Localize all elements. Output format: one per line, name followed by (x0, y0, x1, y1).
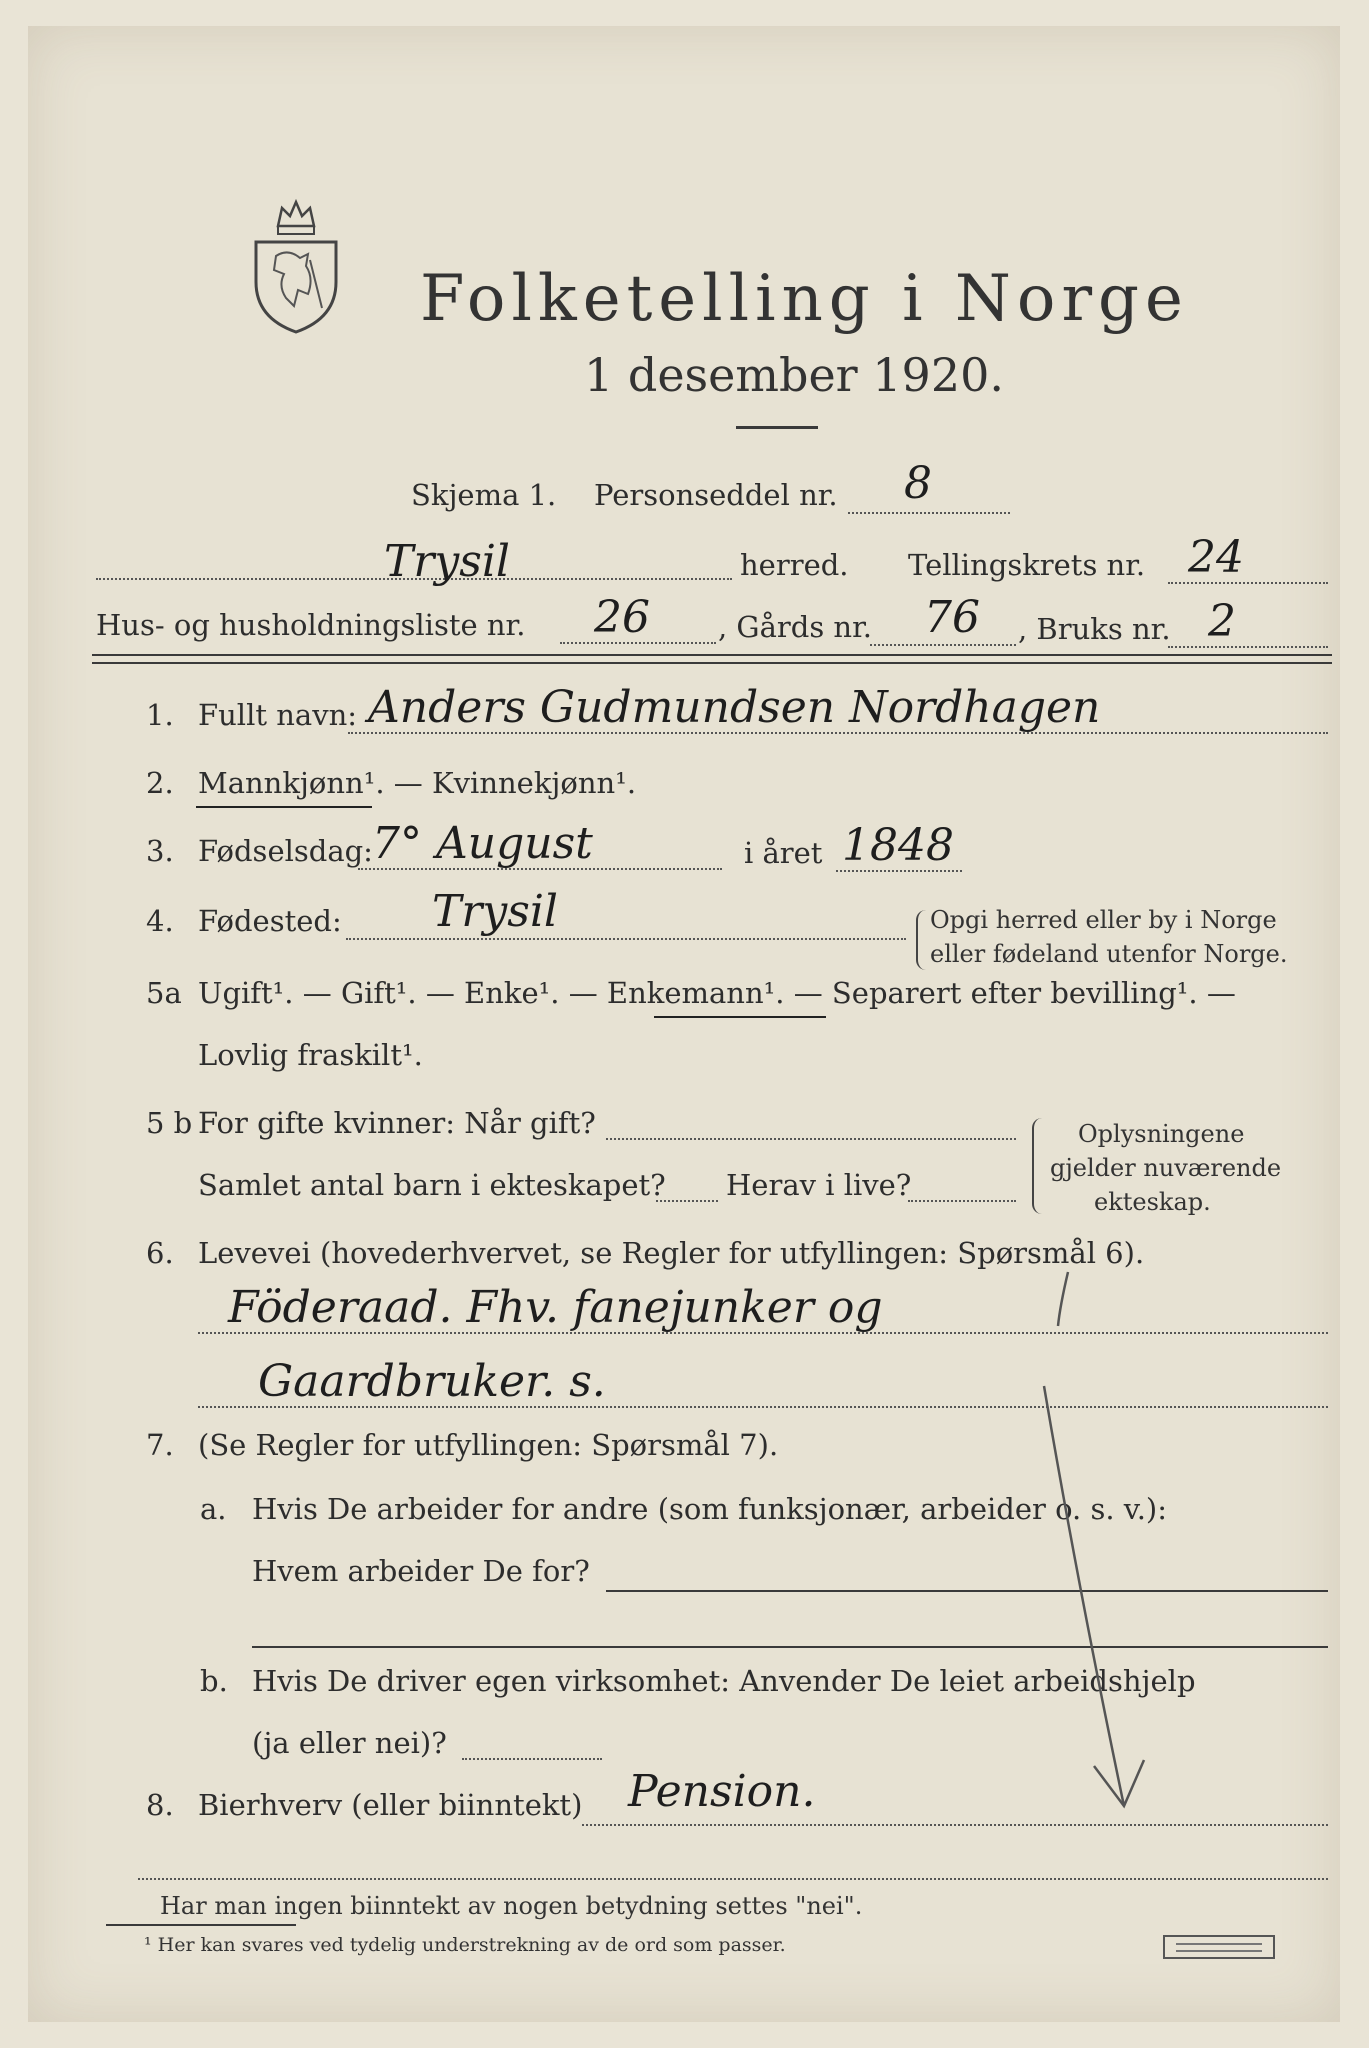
q6-line-2 (198, 1406, 1328, 1408)
bruks-line (1168, 646, 1328, 648)
q7-number: 7. (146, 1428, 174, 1462)
side-income-value[interactable]: Pension. (628, 1766, 816, 1817)
census-form (28, 26, 1340, 2022)
form-title: Folketelling i Norge (420, 262, 1189, 336)
q7a-employer-label: Hvem arbeider De for? (252, 1554, 590, 1588)
q4-note-line-2: eller fødeland utenfor Norge. (930, 940, 1288, 968)
herred-value[interactable]: Trysil (384, 536, 510, 587)
occupation-value-2[interactable]: Gaardbruker. s. (258, 1356, 606, 1407)
q5b-number: 5 b (146, 1106, 193, 1140)
q5b-alive-label: Herav i live? (726, 1168, 912, 1202)
tellingskrets-label: Tellingskrets nr. (908, 548, 1146, 582)
title-divider (736, 426, 818, 429)
q7a-label: Hvis De arbeider for andre (som funksjonær, arbeider o. s. v.): (252, 1492, 1168, 1526)
q5b-note-bracket (1032, 1118, 1042, 1214)
q6-line-1 (198, 1332, 1328, 1334)
q1-label: Fullt navn: (198, 698, 358, 732)
gender-selection-underline (196, 806, 372, 808)
occupation-value-1[interactable]: Föderaad. Fhv. fanejunker og (228, 1282, 883, 1333)
printer-stamp-icon (1162, 1934, 1276, 1960)
q8-number: 8. (146, 1788, 174, 1822)
header-rule-1 (92, 654, 1332, 656)
marital-selection-underline (654, 1016, 826, 1018)
q7a-line-1 (606, 1590, 1328, 1592)
marital-status-options: Ugift¹. — Gift¹. — Enke¹. — Enkemann¹. — Separert efter bevilling¹. — (198, 976, 1236, 1010)
q5b-note-line-2: gjelder nuværende (1050, 1154, 1282, 1182)
form-date: 1 desember 1920. (584, 348, 1004, 402)
q7b-number: b. (200, 1664, 228, 1698)
q5b-alive-line (908, 1200, 1016, 1202)
marital-status-options-cont: Lovlig fraskilt¹. (198, 1038, 423, 1072)
bruks-value[interactable]: 2 (1208, 596, 1236, 647)
q6-number: 6. (146, 1236, 174, 1270)
personseddel-value[interactable]: 8 (904, 458, 932, 509)
tellingskrets-value[interactable]: 24 (1188, 532, 1244, 583)
q4-number: 4. (146, 904, 174, 938)
gards-value[interactable]: 76 (924, 592, 980, 643)
q5b-note-line-1: Oplysningene (1078, 1120, 1245, 1148)
gards-line (870, 644, 1016, 646)
footnote-rule (106, 1924, 296, 1926)
personseddel-line (848, 512, 1010, 514)
q7a-number: a. (200, 1492, 227, 1526)
q7-label: (Se Regler for utfyllingen: Spørsmål 7). (198, 1428, 779, 1462)
q8-line (582, 1824, 1328, 1826)
q7a-line-2 (252, 1646, 1328, 1648)
q4-note-bracket (916, 910, 926, 970)
q7b-answer-label: (ja eller nei)? (252, 1726, 447, 1760)
q3-year-label: i året (744, 836, 823, 870)
q5b-children-label: Samlet antal barn i ekteskapet? (198, 1168, 666, 1202)
q5a-number: 5a (146, 976, 182, 1010)
birthplace-value[interactable]: Trysil (432, 886, 558, 937)
gender-options: Mannkjønn¹. — Kvinnekjønn¹. (198, 766, 637, 800)
q3-number: 3. (146, 834, 174, 868)
q7b-line (462, 1758, 602, 1760)
q5b-children-line (656, 1200, 718, 1202)
bruks-label: , Bruks nr. (1018, 612, 1171, 646)
husliste-value[interactable]: 26 (594, 592, 650, 643)
header-rule-2 (92, 662, 1332, 664)
q5b-label: For gifte kvinner: Når gift? (198, 1106, 596, 1140)
gards-label: , Gårds nr. (718, 610, 872, 644)
q4-note-line-1: Opgi herred eller by i Norge (930, 906, 1277, 934)
q8-line-2 (138, 1878, 1328, 1880)
q4-line (346, 938, 906, 940)
q7b-label: Hvis De driver egen virksomhet: Anvender De leiet arbeidshjelp (252, 1664, 1196, 1698)
q5b-line (606, 1138, 1016, 1140)
full-name-value[interactable]: Anders Gudmundsen Nordhagen (368, 682, 1101, 733)
q4-label: Fødested: (198, 904, 342, 938)
q5b-note-line-3: ekteskap. (1094, 1188, 1211, 1216)
q6-label: Levevei (hovederhvervet, se Regler for utfyllingen: Spørsmål 6). (198, 1236, 1145, 1270)
herred-label: herred. (740, 548, 849, 582)
norwegian-coat-of-arms-icon (248, 186, 344, 336)
q2-number: 2. (146, 766, 174, 800)
no-income-note: Har man ingen biinntekt av nogen betydning settes "nei". (160, 1892, 863, 1920)
q1-number: 1. (146, 698, 174, 732)
birthdate-value[interactable]: 7° August (372, 818, 593, 869)
footnote: ¹ Her kan svares ved tydelig understrekning av de ord som passer. (144, 1934, 786, 1956)
skjema-label: Skjema 1. (411, 478, 557, 512)
handwritten-arrow-icon (1038, 1266, 1158, 1826)
husliste-label: Hus- og husholdningsliste nr. (96, 608, 526, 642)
q3-label: Fødselsdag: (198, 834, 373, 868)
personseddel-label: Personseddel nr. (594, 478, 838, 512)
birth-year-value[interactable]: 1848 (842, 820, 954, 871)
q8-label: Bierhverv (eller biinntekt) (198, 1788, 583, 1822)
